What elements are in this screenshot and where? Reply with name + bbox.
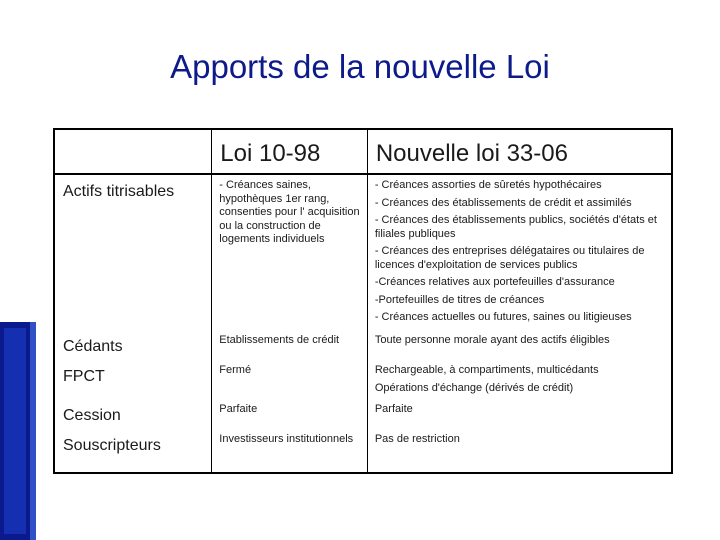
table-row	[54, 429, 672, 473]
list-item: - Créances assorties de sûretés hypothécaires	[374, 179, 602, 191]
row-label: Cédants	[63, 338, 123, 355]
loi-10-98-value: - Créances saines, hypothèques 1er rang, consenties pour l' acquisition ou la construction de logements individuels	[219, 179, 360, 245]
table-row	[54, 330, 672, 360]
table-row	[54, 360, 672, 399]
header-nouvelle-loi-33-06: Nouvelle loi 33-06	[367, 129, 672, 174]
loi-10-98-value: Fermé	[219, 364, 252, 376]
list-item: - Créances des entreprises délégataires ou titulaires de licences d'exploitation de services publics	[374, 245, 645, 271]
decorative-left-bar	[0, 322, 36, 540]
slide-title: Apports de la nouvelle Loi	[170, 48, 550, 85]
row-label: Cession	[63, 407, 121, 424]
header-empty-cell	[54, 129, 212, 174]
table-row	[54, 399, 672, 429]
table-header-row	[54, 129, 672, 174]
row-label: Actifs titrisables	[63, 183, 175, 200]
loi-33-06-value	[368, 399, 671, 417]
list-item: Pas de restriction	[374, 433, 460, 445]
loi-33-06-value	[368, 429, 671, 447]
row-label: Souscripteurs	[63, 437, 161, 454]
loi-10-98-value: Investisseurs institutionnels	[219, 433, 354, 445]
loi-33-06-value	[368, 330, 671, 348]
list-item: Parfaite	[374, 403, 413, 415]
list-item: Rechargeable, à compartiments, multicédants	[374, 364, 599, 376]
list-item: Toute personne morale ayant des actifs éligibles	[374, 334, 610, 346]
row-label: FPCT	[63, 368, 105, 385]
loi-33-06-value	[368, 360, 671, 395]
header-loi-10-98: Loi 10-98	[212, 129, 368, 174]
list-item: - Créances actuelles ou futures, saines ou litigieuses	[374, 311, 632, 323]
list-item: - Créances des établissements de crédit et assimilés	[374, 196, 632, 209]
list-item: Opérations d'échange (dérivés de crédit)	[374, 381, 574, 394]
loi-33-06-value	[368, 175, 671, 325]
comparison-table	[53, 128, 673, 474]
list-item: -Portefeuilles de titres de créances	[374, 293, 545, 306]
loi-10-98-value: Parfaite	[219, 403, 258, 415]
list-item: - Créances des établissements publics, sociétés d'états et filiales publiques	[374, 214, 657, 240]
list-item: -Créances relatives aux portefeuilles d'assurance	[374, 276, 615, 288]
loi-10-98-value: Etablissements de crédit	[219, 334, 340, 346]
table-row	[54, 174, 672, 330]
